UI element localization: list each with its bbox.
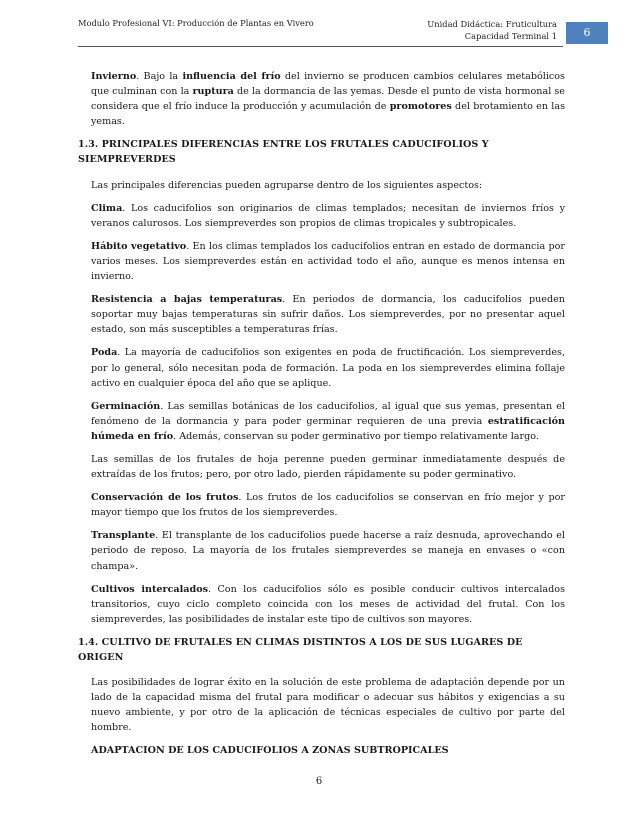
term-estratificacion: estratificación húmeda en frío bbox=[91, 415, 565, 442]
term-transplante: Transplante bbox=[91, 530, 156, 542]
term-germinacion: Germinación bbox=[91, 400, 161, 412]
subsection-heading: ADAPTACION DE LOS CADUCIFOLIOS A ZONAS SUBTROPICALES bbox=[91, 745, 449, 757]
header-module-title: Modulo Profesional VI: Producción de Plantas en Vivero bbox=[78, 18, 314, 28]
section-heading-1-4: 1.4. CULTIVO DE FRUTALES EN CLIMAS DISTINTOS A LOS DE SUS LUGARES DE ORIGEN bbox=[78, 636, 523, 663]
paragraph-cultivos bbox=[91, 582, 565, 627]
term-conservacion: Conservación de los frutos bbox=[91, 492, 239, 504]
text: de la dormancia de las yemas. Desde el punto de vista hormonal se considera que el frío induce la producción y acumulación de bbox=[91, 86, 565, 113]
text: . Los frutos de los caducifolios se conservan en frío mejor y por mayor tiempo que los frutos de los siempreverdes. bbox=[91, 492, 566, 519]
text: . Las semillas botánicas de los caducifolios, al igual que sus yemas, presentan el fenómeno de la dormancia y para poder germinar requieren de una previa bbox=[91, 400, 565, 427]
text: del brotamiento en las yemas. bbox=[91, 101, 565, 128]
header-unit-info bbox=[427, 18, 557, 42]
document-body bbox=[78, 69, 565, 759]
header-unit-title: Unidad Didáctica: Fruticultura bbox=[427, 19, 557, 29]
footer-page-number: 6 bbox=[315, 776, 323, 787]
paragraph-intro: Las principales diferencias pueden agruparse dentro de los siguientes aspectos: bbox=[91, 179, 483, 191]
text: . Bajo la bbox=[136, 71, 183, 82]
text: . Además, conservan su poder germinativo por tiempo relativamente largo. bbox=[173, 430, 539, 442]
term-poda: Poda bbox=[91, 347, 118, 359]
section-heading-1-3: 1.3. PRINCIPALES DIFERENCIAS ENTRE LOS FRUTALES CADUCIFOLIOS Y SIEMPREVERDES bbox=[78, 139, 489, 166]
paragraph-resistencia bbox=[91, 292, 565, 337]
text: . Con los caducifolios sólo es posible conducir cultivos intercalados transitorios, cuyo ciclo completo coincida con los meses de actividad del frutal. Con los siempreverdes, las posibilidades de instalar este tipo de cultivos son mayores. bbox=[91, 583, 565, 625]
text: . Los caducifolios son originarios de climas templados; necesitan de inviernos fríos y veranos calurosos. Los siempreverdes son propios de climas tropicales y subtropicales. bbox=[91, 202, 565, 229]
paragraph-posibilidades: Las posibilidades de lograr éxito en la solución de este problema de adaptación depende por un lado de la capacidad misma del frutal para modificar o adecuar sus hábitos y exigencias a su nuevo ambiente, y por otro de la aplicación de técnicas especiales de cultivo por parte del hombre. bbox=[91, 677, 565, 734]
term-invierno: Invierno bbox=[91, 71, 137, 82]
paragraph-transplante bbox=[91, 528, 565, 573]
page-header bbox=[78, 14, 563, 47]
text: del invierno se producen cambios celulares metabólicos que culminan con la bbox=[91, 71, 565, 98]
text: . En periodos de dormancia, los caducifolios pueden soportar muy bajas temperaturas sin sufrir daños. Los siempreverdes, por no presentar aquel estado, son más susceptibles a temperaturas frías. bbox=[91, 294, 565, 336]
term-influencia-frio: influencia del frío bbox=[182, 71, 281, 82]
header-page-number-box: 6 bbox=[566, 22, 608, 44]
term-promotores: promotores bbox=[389, 101, 452, 113]
header-capacity: Capacidad Terminal 1 bbox=[464, 31, 557, 41]
text: . La mayoría de caducifolios son exigentes en poda de fructificación. Los siempreverdes, por lo general, sólo necesitan poda de formación. La poda en los siempreverdes elimina follaje activo en cualquier época del año que se aplique. bbox=[91, 347, 565, 389]
paragraph-conservacion bbox=[91, 490, 565, 520]
paragraph-invierno bbox=[91, 69, 565, 129]
paragraph-habito bbox=[91, 239, 565, 284]
term-cultivos-intercalados: Cultivos intercalados bbox=[91, 583, 209, 595]
paragraph-germinacion bbox=[91, 399, 565, 444]
term-clima: Clima bbox=[91, 202, 123, 214]
term-habito-vegetativo: Hábito vegetativo bbox=[91, 240, 187, 252]
text: . El transplante de los caducifolios puede hacerse a raíz desnuda, aprovechando el periodo de reposo. La mayoría de los frutales siempreverdes se maneja en envases o «con champa». bbox=[91, 530, 565, 572]
term-resistencia: Resistencia a bajas temperaturas bbox=[91, 294, 283, 306]
paragraph-semillas: Las semillas de los frutales de hoja perenne pueden germinar inmediatamente después de extraídas de los frutos; pero, por otro lado, pierden rápidamente su poder germinativo. bbox=[91, 453, 565, 481]
term-ruptura: ruptura bbox=[192, 86, 234, 98]
paragraph-poda bbox=[91, 345, 565, 390]
text: . En los climas templados los caducifolios entran en estado de dormancia por varios meses. Los siempreverdes están en actividad todo el año, aunque es menos intensa en invierno. bbox=[91, 240, 565, 283]
paragraph-clima bbox=[91, 201, 565, 231]
